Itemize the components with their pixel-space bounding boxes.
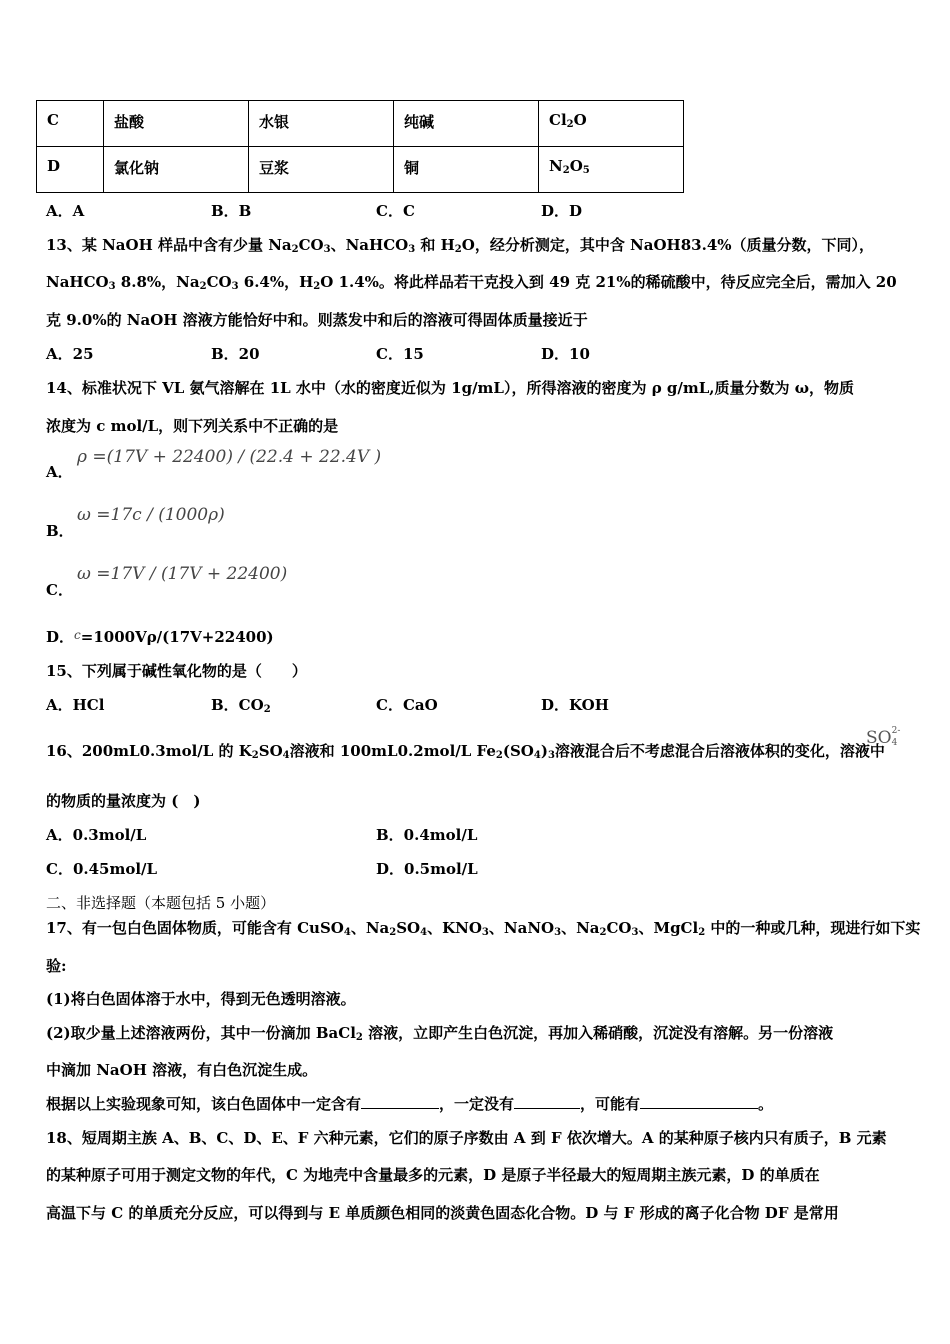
- q14-line-2: 浓度为 c mol/L，则下列关系中不正确的是: [46, 417, 339, 435]
- q12-option-b: B．B: [211, 202, 252, 220]
- answer-blank[interactable]: [640, 1094, 758, 1109]
- q16-option-a: A．0.3mol/L: [46, 826, 147, 844]
- table-cell: $N_2O_5$: [539, 147, 684, 193]
- q13-line-1: 13、某 NaOH 样品中含有少量 $Na_2CO_3$、NaHCO$_3$ 和 $H_2O$，经分析测定，其中含 NaOH83.4%（质量分数，下同），: [46, 236, 875, 255]
- q13-option-c: C．15: [376, 345, 424, 363]
- q14-option-b-formula: ω =17c / (1000ρ): [77, 505, 225, 525]
- q16-option-d: D．0.5mol/L: [376, 860, 478, 878]
- q17-line-2: 验:: [46, 957, 67, 975]
- q17-line-4: (2)取少量上述溶液两份，其中一份滴加 BaCl$_2$ 溶液，立即产生白色沉淀，再加入稀硝酸，沉淀没有溶解。另一份溶液: [46, 1024, 834, 1043]
- table-cell: C: [37, 101, 104, 147]
- table-cell: 氯化钠: [104, 147, 249, 193]
- table-cell: 盐酸: [104, 101, 249, 147]
- q14-line-1: 14、标准状况下 VL 氨气溶解在 1L 水中（水的密度近似为 1g/mL），所得溶液的密度为 ρ g/mL,质量分数为 ω，物质: [46, 379, 855, 397]
- table-cell: $Cl_2O$: [539, 101, 684, 147]
- q14-option-d: D．$^c$=1000Vρ/(17V+22400): [46, 628, 274, 646]
- q15-option-b: B．$CO_2$: [211, 696, 271, 715]
- table-cell: 铜: [394, 147, 539, 193]
- q14-option-b-label: B．: [46, 522, 74, 540]
- q17-line-6: 根据以上实验现象可知，该白色固体中一定含有 ，一定没有 ，可能有 。: [46, 1095, 774, 1113]
- q15-option-c: C．CaO: [376, 696, 438, 714]
- q12-option-c: C．C: [376, 202, 415, 220]
- q17-line-3: (1)将白色固体溶于水中，得到无色透明溶液。: [46, 990, 356, 1008]
- q13-option-a: A．25: [46, 345, 94, 363]
- sulfate-ion-formula: SO 2- 4: [866, 726, 901, 748]
- q14-option-c-label: C．: [46, 581, 73, 599]
- q14-option-a-label: A．: [46, 463, 73, 481]
- q13-line-2: NaHCO$_3$ 8.8%，$Na_2CO_3$ 6.4%，$H_2O$ 1.4%。将此样品若干克投入到 49 克 21%的稀硫酸中，待反应完全后，需加入 20: [46, 273, 897, 292]
- q15-option-a: A．HCl: [46, 696, 105, 714]
- answer-blank[interactable]: [361, 1094, 439, 1109]
- q12-option-d: D．D: [541, 202, 583, 220]
- q15-option-d: D．KOH: [541, 696, 609, 714]
- q13-option-d: D．10: [541, 345, 590, 363]
- q16-option-c: C．0.45mol/L: [46, 860, 158, 878]
- q12-option-a: A．A: [46, 202, 85, 220]
- q17-line-1: 17、有一包白色固体物质，可能含有 CuSO$_4$、$Na_2SO_4$、$KNO_3$、NaNO$_3$、$Na_2CO_3$、MgCl$_2$ 中的一种或几种，现进行如下实: [46, 919, 921, 938]
- q14-option-c-formula: ω =17V / (17V + 22400): [77, 564, 288, 584]
- table-cell: 豆浆: [249, 147, 394, 193]
- q16-option-b: B．0.4mol/L: [376, 826, 478, 844]
- table-cell: D: [37, 147, 104, 193]
- q13-line-3: 克 9.0%的 NaOH 溶液方能恰好中和。则蒸发中和后的溶液可得固体质量接近于: [46, 311, 588, 329]
- table-row: [37, 101, 684, 147]
- table-cell: 水银: [249, 101, 394, 147]
- section-title: 二、非选择题（本题包括 5 小题）: [46, 894, 276, 912]
- answer-blank[interactable]: [514, 1094, 580, 1109]
- q18-line-2: 的某种原子可用于测定文物的年代，C 为地壳中含量最多的元素，D 是原子半径最大的短周期主族元素，D 的单质在: [46, 1166, 820, 1184]
- classification-table: [36, 100, 684, 193]
- q18-line-1: 18、短周期主族 A、B、C、D、E、F 六种元素，它们的原子序数由 A 到 F 依次增大。A 的某种原子核内只有质子，B 元素: [46, 1129, 887, 1147]
- q14-option-a-formula: ρ =(17V + 22400) / (22.4 + 22.4V ): [77, 447, 382, 467]
- table-cell: 纯碱: [394, 101, 539, 147]
- q17-line-5: 中滴加 NaOH 溶液，有白色沉淀生成。: [46, 1061, 318, 1079]
- q15-stem: 15、下列属于碱性氧化物的是（ ）: [46, 662, 307, 680]
- q13-option-b: B．20: [211, 345, 260, 363]
- q18-line-3: 高温下与 C 的单质充分反应，可以得到与 E 单质颜色相同的淡黄色固态化合物。D 与 F 形成的离子化合物 DF 是常用: [46, 1204, 839, 1222]
- q16-line-1: 16、200mL0.3mol/L 的 $K_2SO_4$溶液和 100mL0.2mol/L $Fe_2(SO_4)_3$溶液混合后不考虑混合后溶液体积的变化，溶液中: [46, 742, 885, 761]
- q16-line-2: 的物质的量浓度为 ( ): [46, 792, 201, 810]
- table-row: [37, 147, 684, 193]
